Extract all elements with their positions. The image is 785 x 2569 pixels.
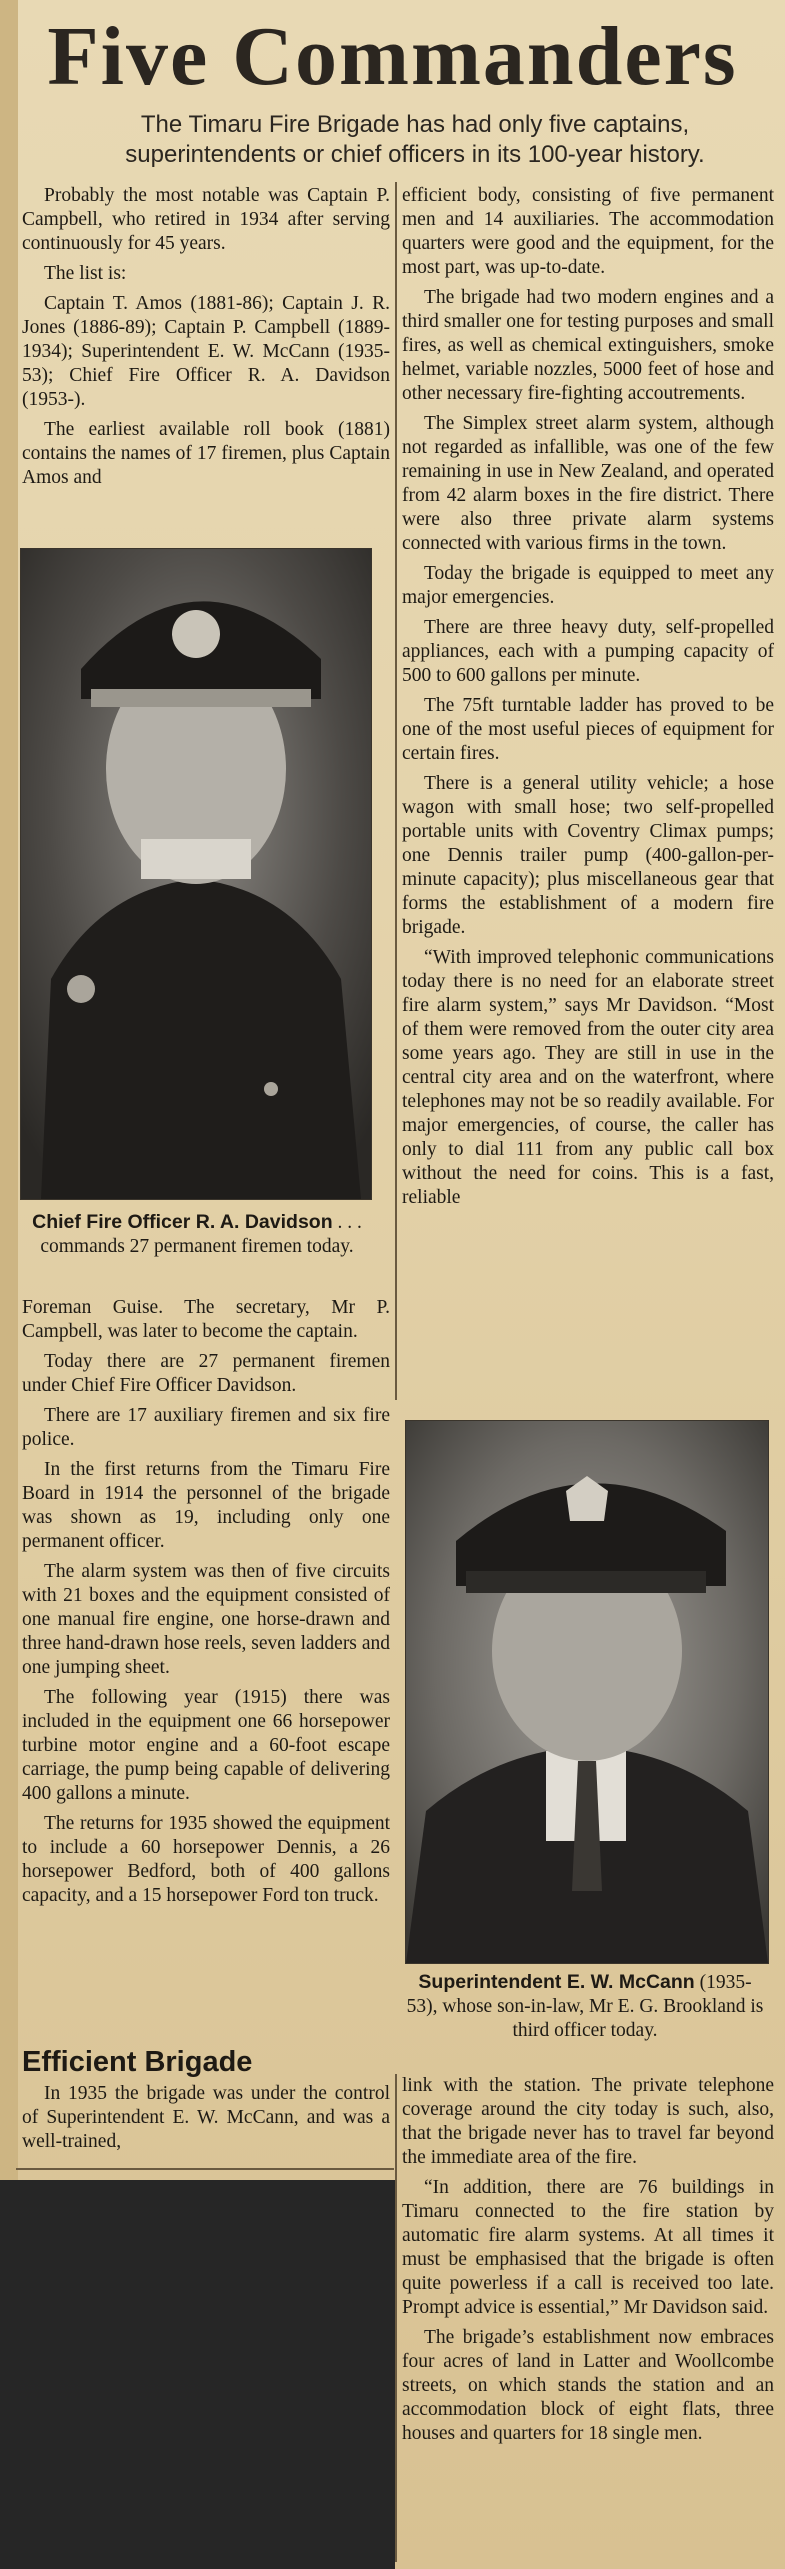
caption-bold: Superintendent E. W. McCann <box>418 1971 695 1993</box>
paragraph: The brigade’s establishment now embraces four acres of land in Latter and Woollcombe streets, on which stands the station and an accommodation block of eight flats, three houses and quarters for 18 single men. <box>402 2327 774 2444</box>
subheading: Efficient Brigade <box>22 2046 253 2078</box>
paragraph: In the first returns from the Timaru Fire Board in 1914 the personnel of the brigade was shown as 19, including only one permanent officer. <box>22 1459 390 1552</box>
column-rule <box>395 182 397 1400</box>
paragraph: Captain T. Amos (1881-86); Captain J. R. Jones (1886-89); Captain P. Campbell (1889-1934); Superintendent E. W. McCann (1935-53); Chief Fire Officer R. A. Davidson (1953-). <box>22 293 390 410</box>
davidson-photo <box>20 548 372 1200</box>
column-rule <box>395 2074 397 2562</box>
caption-bold: Chief Fire Officer R. A. Davidson <box>32 1211 333 1233</box>
paragraph: There are 17 auxiliary firemen and six fire police. <box>22 1405 390 1450</box>
paragraph: Foreman Guise. The secretary, Mr P. Campbell, was later to become the captain. <box>22 1297 390 1342</box>
column-1-bottom <box>22 2082 390 2160</box>
paragraph: The alarm system was then of five circuits with 21 boxes and the equipment consisted of one manual fire engine, one horse-drawn and three hand-drawn hose reels, seven ladders and one jumping sheet. <box>22 1561 390 1678</box>
paragraph: Today the brigade is equipped to meet any major emergencies. <box>402 563 774 608</box>
caption-text: (1935-53), whose son-in-law, Mr E. G. Brookland is third officer today. <box>406 1972 764 2041</box>
deck: The Timaru Fire Brigade has had only five captains, superintendents or chief officers in its 100-year history. <box>125 111 705 168</box>
paragraph: In 1935 the brigade was under the control of Superintendent E. W. McCann, and was a well-trained, <box>22 2083 390 2152</box>
paragraph: “In addition, there are 76 buildings in Timaru connected to the fire station by automatic fire alarm systems. At all times it must be emphasised that the brigade is often quite powerless if a call is received too late. Prompt advice is essential,” Mr Davidson said. <box>402 2177 774 2318</box>
paragraph: The brigade had two modern engines and a third smaller one for testing purposes and small fires, as well as chemical extinguishers, smoke helmet, variable nozzles, 5000 feet of hose and other necessary fire-fighting accoutrements. <box>402 287 774 404</box>
paragraph: The returns for 1935 showed the equipment to include a 60 horsepower Dennis, a 26 horsepower Bedford, both of 400 gallons capacity, and a 15 horsepower Ford ton truck. <box>22 1813 390 1906</box>
column-2-top <box>402 184 774 1400</box>
column-1-top <box>22 184 390 496</box>
caption-mccann <box>404 1970 766 2043</box>
paragraph: Today there are 27 permanent firemen under Chief Fire Officer Davidson. <box>22 1351 390 1396</box>
paragraph: The list is: <box>44 263 127 284</box>
caption-text: . . . commands 27 permanent firemen today. <box>40 1212 362 1257</box>
paragraph: “With improved telephonic communications today there is no need for an elaborate street fire alarm system,” says Mr Davidson. “Most of them were removed from the outer city area some years ago. They are still in use in the central city area and on the waterfront, where telephones may not be so readily available. For major emergencies, of course, the caller has only to dial 111 from any public call box without the need for coins. This is a fast, reliable <box>402 947 774 1208</box>
paragraph: link with the station. The private telephone coverage around the city today is such, also, that the brigade never has to travel far beyond the immediate area of the fire. <box>402 2075 774 2168</box>
mccann-portrait-illustration <box>406 1421 768 1963</box>
paragraph: The Simplex street alarm system, although not regarded as infallible, was one of the few remaining in use in New Zealand, and operated from 42 alarm boxes in the fire district. There were also three private alarm systems connected with various firms in the town. <box>402 413 774 554</box>
paragraph: There are three heavy duty, self-propelled appliances, each with a pumping capacity of 500 to 600 gallons per minute. <box>402 617 774 686</box>
mccann-photo <box>405 1420 769 1964</box>
paragraph: efficient body, consisting of five permanent men and 14 auxiliaries. The accommodation quarters were good and the equipment, for the most part, was up-to-date. <box>402 185 774 278</box>
paragraph: There is a general utility vehicle; a hose wagon with small hose; two self-propelled portable units with Coventry Climax pumps; one Dennis trailer pump (400-gallon-per-minute capacity); plus miscellaneous gear that forms the establishment of a modern fire brigade. <box>402 773 774 938</box>
paragraph: The earliest available roll book (1881) contains the names of 17 firemen, plus Captain Amos and <box>22 419 390 488</box>
davidson-portrait-illustration <box>21 549 371 1199</box>
paragraph: Probably the most notable was Captain P. Campbell, who retired in 1934 after serving continuously for 45 years. <box>22 185 390 254</box>
paragraph: The following year (1915) there was included in the equipment one 66 horsepower turbine motor engine and a 60-foot escape carriage, the pump being capable of delivering 400 gallons a minute. <box>22 1687 390 1804</box>
paragraph: The 75ft turntable ladder has proved to be one of the most useful pieces of equipment for certain fires. <box>402 695 774 764</box>
headline: Five Commanders <box>47 10 738 103</box>
column-1-middle <box>22 1296 390 2066</box>
section-rule <box>16 2168 394 2170</box>
column-2-bottom <box>402 2074 774 2452</box>
caption-davidson <box>22 1210 372 1259</box>
dark-background <box>0 2180 395 2569</box>
